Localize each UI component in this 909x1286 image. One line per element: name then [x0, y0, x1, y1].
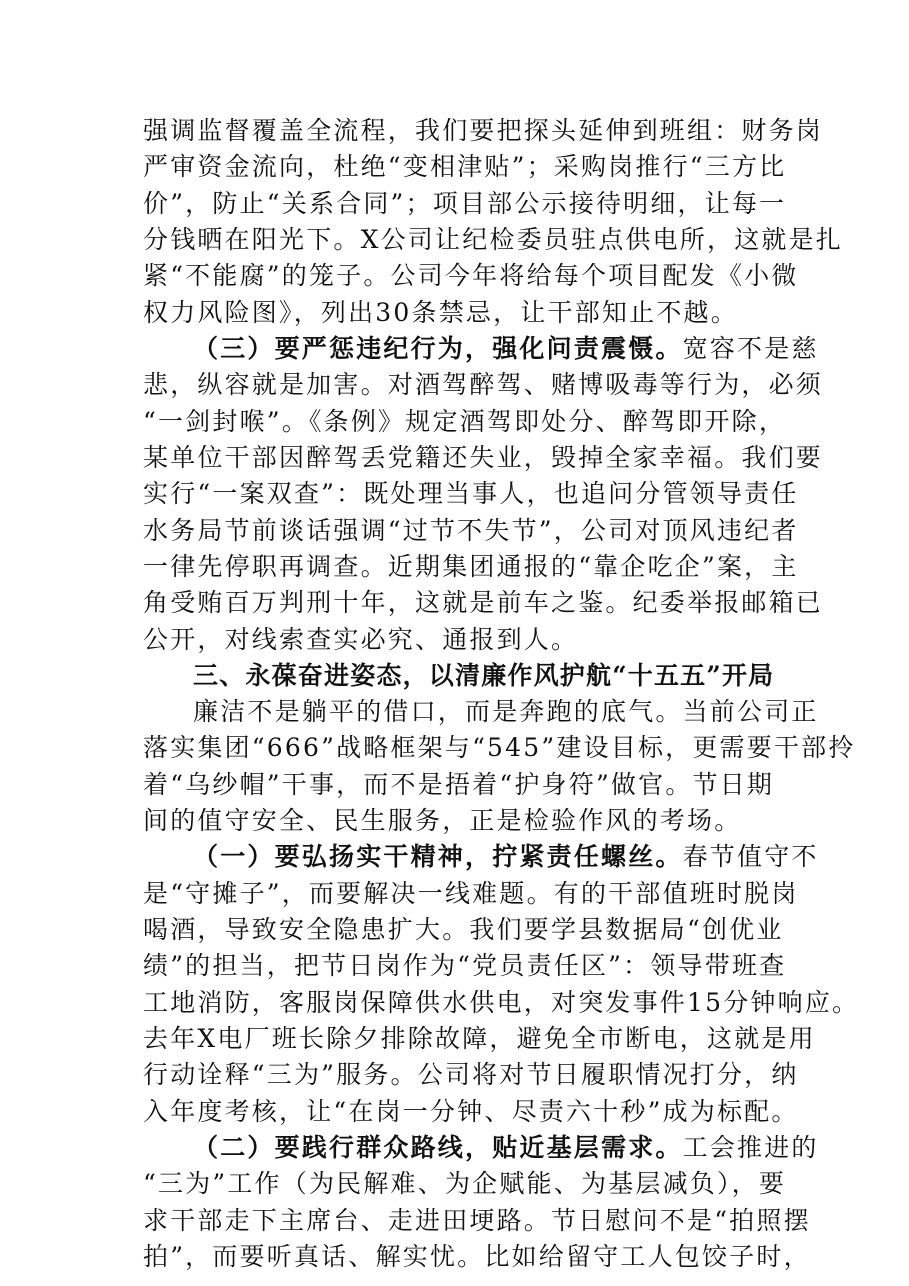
body-line: 强调监督覆盖全流程，我们要把探头延伸到班组：财务岗 — [143, 116, 824, 145]
body-line: 公开，对线索查实必究、通报到人。 — [143, 625, 579, 654]
body-line: 落实集团“666”战略框架与“545”建设目标，更需要干部拎 — [143, 733, 856, 762]
body-line: 行动诠释“三为”服务。公司将对节日履职情况打分，纳 — [143, 1060, 799, 1089]
body-line: 间的值守安全、民生服务，正是检验作风的考场。 — [143, 806, 742, 835]
section-heading: 三、永葆奋进姿态，以清廉作风护航“十五五”开局 — [193, 661, 775, 690]
body-line: 是“守摊子”，而要解决一线难题。有的干部值班时脱岗 — [143, 879, 799, 908]
subsection-line — [193, 330, 819, 368]
body-line: 实行“一案双查”：既处理当事人，也追问分管领导责任 — [143, 479, 799, 508]
subsection-line — [193, 838, 819, 876]
body-line: 工地消防，客服岗保障供水供电，对突发事件15分钟响应。 — [143, 988, 860, 1017]
body-line: 绩”的担当，把节日岗作为“党员责任区”：领导带班查 — [143, 951, 787, 980]
body-line: 一律先停职再调查。近期集团通报的“靠企吃企”案，主 — [143, 552, 799, 581]
body-line: 权力风险图》，列出30条禁忌，让干部知止不越。 — [143, 298, 738, 327]
subsection-title: （二）要践行群众路线，贴近基层需求。 — [193, 1133, 683, 1162]
body-line: 悲，纵容就是加害。对酒驾醉驾、赌博吸毒等行为，必须 — [143, 370, 824, 399]
body-line: 严审资金流向，杜绝“变相津贴”；采购岗推行“三方比 — [143, 152, 787, 181]
subsection-title: （一）要弘扬实干精神，拧紧责任螺丝。 — [193, 842, 683, 871]
body-line: “一剑封喉”。《条例》规定酒驾即处分、醉驾即开除， — [143, 407, 787, 436]
body-line: 着“乌纱帽”干事，而不是捂着“护身符”做官。节日期 — [143, 770, 775, 799]
body-line: 角受贿百万判刑十年，这就是前车之鉴。纪委举报邮箱已 — [143, 588, 824, 617]
body-text: 春节值守不 — [682, 842, 819, 871]
body-line: 水务局节前谈话强调“过节不失节”，公司对顶风违纪者 — [143, 516, 799, 545]
body-text: 宽容不是慈 — [682, 334, 819, 363]
body-line: 分钱晒在阳光下。X公司让纪检委员驻点供电所，这就是扎 — [143, 225, 844, 254]
body-line: 廉洁不是躺平的借口，而是奔跑的底气。当前公司正 — [193, 697, 819, 726]
body-line: 去年X电厂班长除夕排除故障，避免全市断电，这就是用 — [143, 1024, 816, 1053]
body-line: 求干部走下主席台、走进田埂路。节日慰问不是“拍照摆 — [143, 1206, 811, 1235]
body-text: 工会推进的 — [682, 1133, 819, 1162]
subsection-line — [193, 1129, 819, 1167]
body-line: 拍”，而要听真话、解实忧。比如给留守工人包饺子时， — [143, 1242, 811, 1271]
body-line: 入年度考核，让“在岗一分钟、尽责六十秒”成为标配。 — [143, 1097, 799, 1126]
body-line: 价”，防止“关系合同”；项目部公示接待明细，让每一 — [143, 189, 787, 218]
body-line: 喝酒，导致安全隐患扩大。我们要学县数据局“创优业 — [143, 915, 784, 944]
body-line: 某单位干部因醉驾丢党籍还失业，毁掉全家幸福。我们要 — [143, 443, 824, 472]
subsection-title: （三）要严惩违纪行为，强化问责震慑。 — [193, 334, 683, 363]
body-line: “三为”工作（为民解难、为企赋能、为基层减负），要 — [143, 1169, 787, 1198]
body-line: 紧“不能腐”的笼子。公司今年将给每个项目配发《小微 — [143, 261, 799, 290]
